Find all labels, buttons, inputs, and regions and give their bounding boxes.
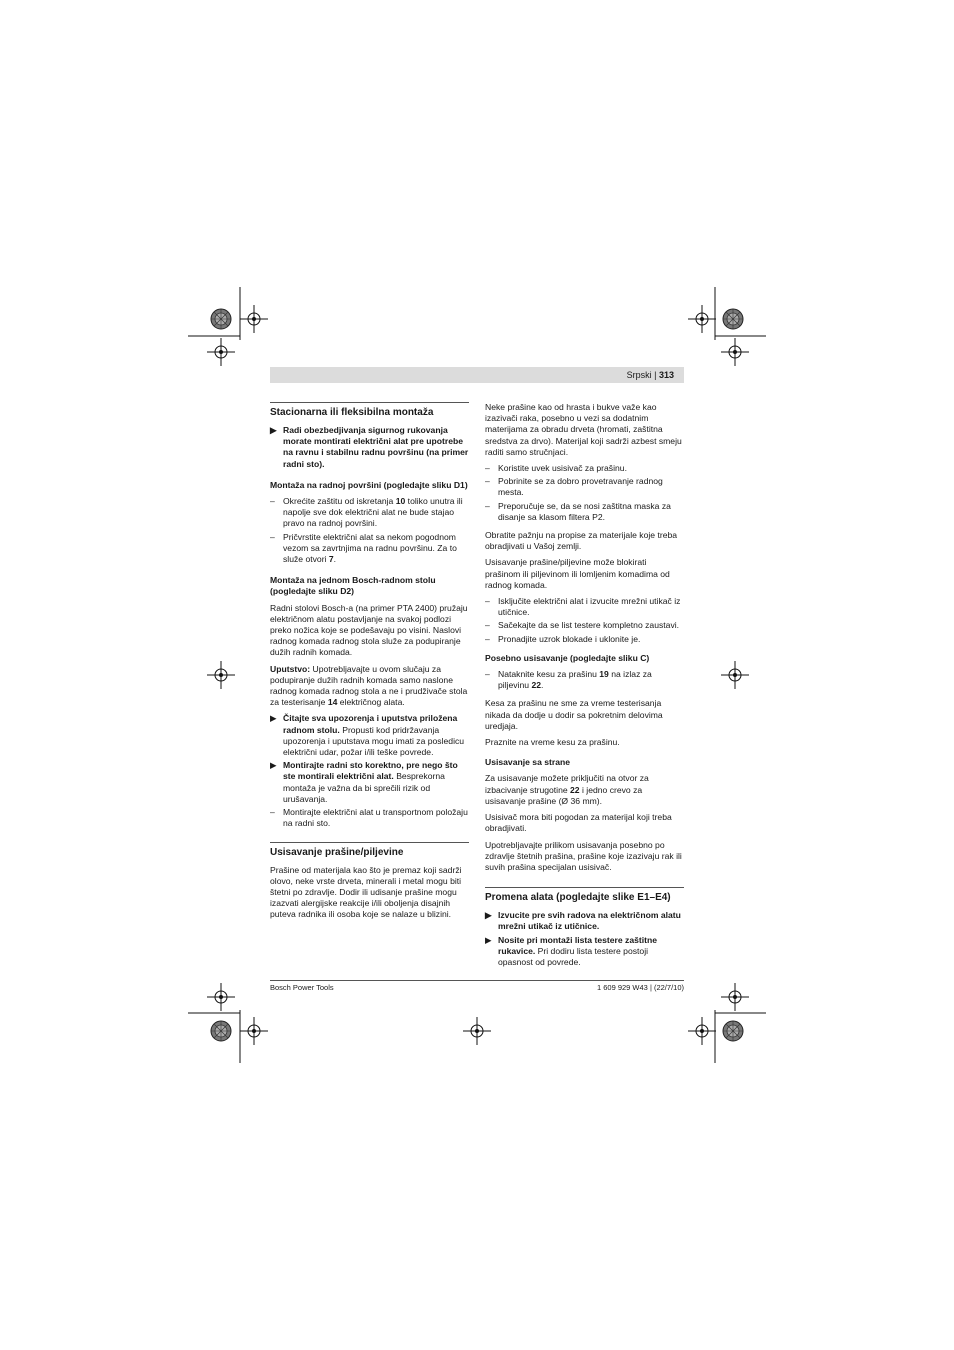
- dash-bullet-icon: –: [485, 476, 490, 487]
- subsection-title-bosch-table: Montaža na jednom Bosch-radnom stolu (pogledajte sliku D2): [270, 575, 436, 597]
- arrow-bullet-icon: ▶: [270, 760, 277, 771]
- paragraph: Radni stolovi Bosch-a (na primer PTA 2400) pružaju električnom alatu postavljanje na svakoj podlozi preko nožica koje se podešavaju po visini. Naslovi radnog komada radnog stola služe za podupiranje dužih radnih komada.: [270, 602, 468, 658]
- ref-number: 14: [327, 697, 338, 708]
- item-text: na izlaz za piljevinu: [498, 669, 652, 691]
- paragraph: Neke prašine kao od hrasta i bukve važe kao izazivači raka, posebno u vezi sa dodatnim materijama za obradu drveta (hromati, zaštitna sredstva za drvo). Materijal koji sadrži azbest smeju raditi samo stručnjaci.: [485, 402, 682, 457]
- dash-bullet-icon: –: [485, 463, 490, 474]
- dash-bullet-icon: –: [270, 531, 275, 542]
- subsection-title-worksurface: Montaža na radnoj površini (pogledajte sliku D1): [270, 479, 468, 490]
- dash-bullet-icon: –: [270, 496, 275, 507]
- arrow-bullet-icon: ▶: [485, 910, 492, 921]
- item-text: Montirajte električni alat u transportnom položaju na radni sto.: [283, 807, 468, 829]
- item-text: Okrećite zaštitu od iskretanja: [283, 496, 396, 507]
- section-title-mounting: Stacionarna ili fleksibilna montaža: [270, 402, 469, 419]
- item-text: .: [541, 680, 544, 691]
- paragraph-text: Za usisavanje možete priključiti na otvor za izbacivanje strugotine: [485, 773, 649, 795]
- paragraph: Upotrebljavajte prilikom usisavanja posebno po zdravlje štetnih prašina, prašine koje izazivaju rak ili suvih prašina specijalan usisivač.: [485, 839, 682, 872]
- arrow-bullet-icon: ▶: [270, 713, 277, 724]
- item-ref-number: 10: [395, 496, 406, 507]
- note-label: Uputstvo:: [270, 663, 311, 674]
- warning-text: Propusti kod pridržavanja upozorenja i uputstava mogu imati za posledicu električni udar, požar i/ili teške povrede.: [283, 724, 465, 758]
- page-number: 313: [658, 370, 674, 380]
- item-text: Pronadjite uzrok blokade i uklonite je.: [498, 633, 641, 644]
- arrow-bullet-icon: ▶: [270, 425, 277, 435]
- dash-bullet-icon: –: [485, 500, 490, 511]
- item-text: Sačekajte da se list testere kompletno zaustavi.: [498, 620, 680, 631]
- item-ref-number: 7: [328, 554, 334, 565]
- warning-text: Besprekorna montaža je važna da bi sprečili rizik od urušavanja.: [283, 771, 445, 804]
- arrow-bullet-icon: ▶: [485, 934, 492, 945]
- note-text: električnog alata.: [337, 697, 405, 708]
- item-text: Koristite uvek usisivač za prašinu.: [498, 463, 627, 474]
- subsection-title-separate-extraction: Posebno usisavanje (pogledajte sliku C): [485, 652, 650, 663]
- paragraph: Kesa za prašinu ne sme za vreme testerisanja nikada da dodje u dodir sa pokretnim delovima uredjaja.: [485, 698, 663, 731]
- dash-bullet-icon: –: [485, 633, 490, 644]
- section-title-dust-extraction: Usisavanje prašine/piljevine: [270, 842, 469, 859]
- item-text: Isključite električni alat i izvucite mrežni utikač iz utičnice.: [498, 596, 681, 618]
- item-text: Nataknite kesu za prašinu: [498, 669, 600, 680]
- warning-bold-text: Čitajte sva upozorenja i uputstva priložena radnom stolu.: [283, 713, 458, 735]
- footer-document-code: 1 609 929 W43 | (22/7/10): [596, 983, 684, 992]
- header-separator: |: [651, 370, 659, 380]
- warning-bold-text: Nosite pri montaži lista testere zaštitne rukavice.: [498, 934, 658, 956]
- item-ref-number: 19: [599, 669, 609, 680]
- warning-text: Radi obezbedjivanja sigurnog rukovanja morate montirati električni alat pre upotrebe na ravnu i stabilnu radnu površinu (na primer radni sto).: [283, 425, 469, 469]
- item-text: toliko unutra ili napolje sve dok električni alat ne bude stajao pravo na radnoj površini.: [283, 496, 463, 529]
- header-language: Srpski: [626, 370, 652, 380]
- subsection-title-side-extraction: Usisavanje sa strane: [485, 757, 571, 768]
- item-text: Pričvrstite električni alat sa nekom pogodnom vezom sa zavrtnjima na radnu površinu. Za to služe otvori: [283, 531, 457, 565]
- section-title-tool-change: Promena alata (pogledajte slike E1–E4): [485, 887, 684, 904]
- warning-text: Izvucite pre svih radova na električnom alatu mrežni utikač iz utičnice.: [498, 910, 681, 932]
- dash-bullet-icon: –: [270, 807, 275, 818]
- paragraph: Obratite pažnju na propise za materijale koje treba obradjivati u Vašoj zemlji.: [485, 530, 678, 552]
- item-text: .: [333, 554, 337, 565]
- dash-bullet-icon: –: [485, 669, 490, 680]
- item-text: Pobrinite se za dobro provetravanje radnog mesta.: [498, 476, 663, 498]
- paragraph: Usisavanje prašine/piljevine može blokirati prašinom ili piljevinom ili lomljenim komadima od radnog komada.: [485, 557, 670, 590]
- warning-bold-text: Montirajte radni sto korektno, pre nego što ste montirali električni alat.: [283, 760, 458, 782]
- paragraph-text: i jedno crevo za usisavanje prašine (Ø 36 mm).: [485, 784, 643, 806]
- item-ref-number: 22: [531, 680, 542, 691]
- ref-number: 22: [570, 784, 580, 795]
- paragraph: Prašine od materijala kao što je premaz koji sadrži olovo, neke vrste drveta, minerali i metal mogu biti štetni po zdravlje. Dodir ili udisanje prašine mogu izazvati alergijske reakcije i/ili oboljenja disajnih puteva radnika ili osoba koje se nalaze u blizini.: [270, 864, 462, 920]
- item-text: Preporučuje se, da se nosi zaštitna maska za disanje sa klasom filtera P2.: [498, 500, 671, 522]
- dash-bullet-icon: –: [485, 620, 490, 631]
- paragraph: Usisivač mora biti pogodan za materijal koji treba obradjivati.: [485, 812, 672, 834]
- dash-bullet-icon: –: [485, 596, 490, 607]
- footer-brand: Bosch Power Tools: [270, 983, 334, 992]
- warning-text: Pri dodiru lista testere postoji opasnost od povrede.: [498, 945, 649, 967]
- note-text: Upotrebljavajte u ovom slučaju za podupiranje dužih radnih komada samo naslone radnog komada radnog stola a ne i prudživače stola za testerisanje: [270, 663, 468, 708]
- paragraph: Praznite na vreme kesu za prašinu.: [485, 737, 620, 748]
